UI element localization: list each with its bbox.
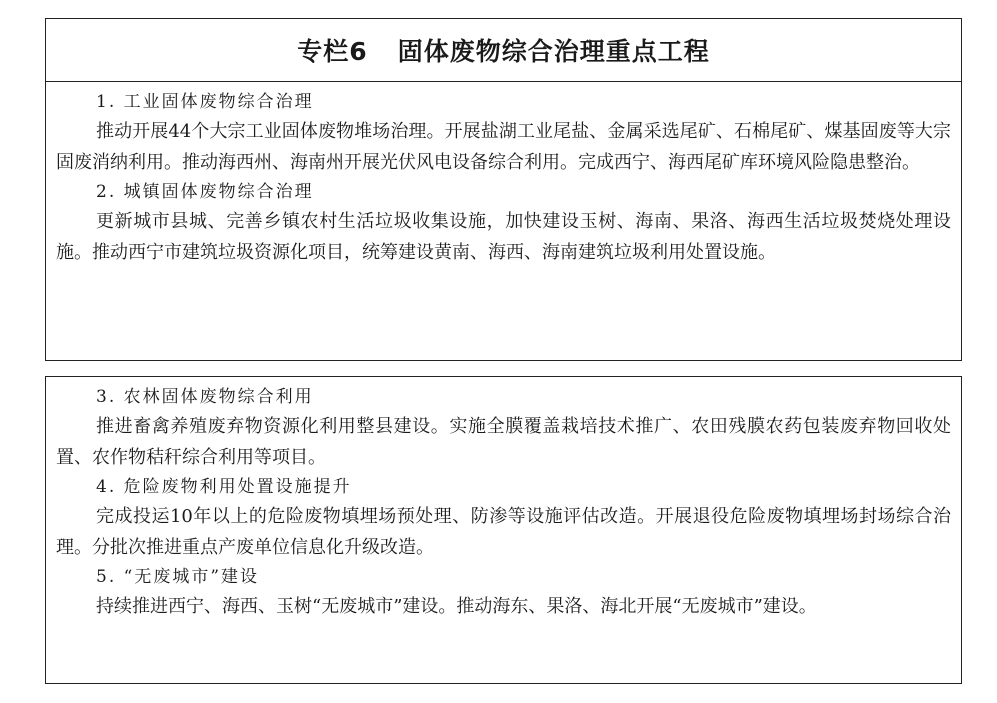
- feature-box-bottom: [45, 376, 962, 684]
- section-body-5: 持续推进西宁、海西、玉树“无废城市”建设。推动海东、果洛、海北开展“无废城市”建设。: [96, 596, 817, 617]
- box-title-label: 专栏6: [297, 37, 368, 66]
- box-content: [46, 82, 961, 268]
- section-heading-2: 2. 城镇固体废物综合治理: [96, 182, 314, 202]
- box-content: [46, 377, 961, 622]
- section-heading-1: 1. 工业固体废物综合治理: [96, 92, 314, 112]
- section-body-4: 完成投运10年以上的危险废物填埋场预处理、防渗等设施评估改造。开展退役危险废物填埋场封场综合治理。分批次推进重点产废单位信息化升级改造。: [56, 506, 951, 558]
- section-heading-5: 5. “无废城市”建设: [96, 567, 260, 587]
- section-heading-4: 4. 危险废物利用处置设施提升: [96, 477, 352, 497]
- section-body-2: 更新城市县城、完善乡镇农村生活垃圾收集设施，加快建设玉树、海南、果洛、海西生活垃圾焚烧处理设施。推动西宁市建筑垃圾资源化项目，统筹建设黄南、海西、海南建筑垃圾利用处置设施。: [56, 211, 951, 263]
- section-body-3: 推进畜禽养殖废弃物资源化利用整县建设。实施全膜覆盖栽培技术推广、农田残膜农药包装废弃物回收处置、农作物秸秆综合利用等项目。: [56, 416, 951, 468]
- feature-box-top: [45, 18, 962, 361]
- box-title-text: 固体废物综合治理重点工程: [397, 37, 710, 66]
- section-heading-3: 3. 农林固体废物综合利用: [96, 387, 314, 407]
- section-body-1: 推动开展44个大宗工业固体废物堆场治理。开展盐湖工业尾盐、金属采选尾矿、石棉尾矿、煤基固废等大宗固废消纳利用。推动海西州、海南州开展光伏风电设备综合利用。完成西宁、海西尾矿库环境风险隐患整治。: [56, 121, 951, 173]
- box-title: [46, 19, 961, 82]
